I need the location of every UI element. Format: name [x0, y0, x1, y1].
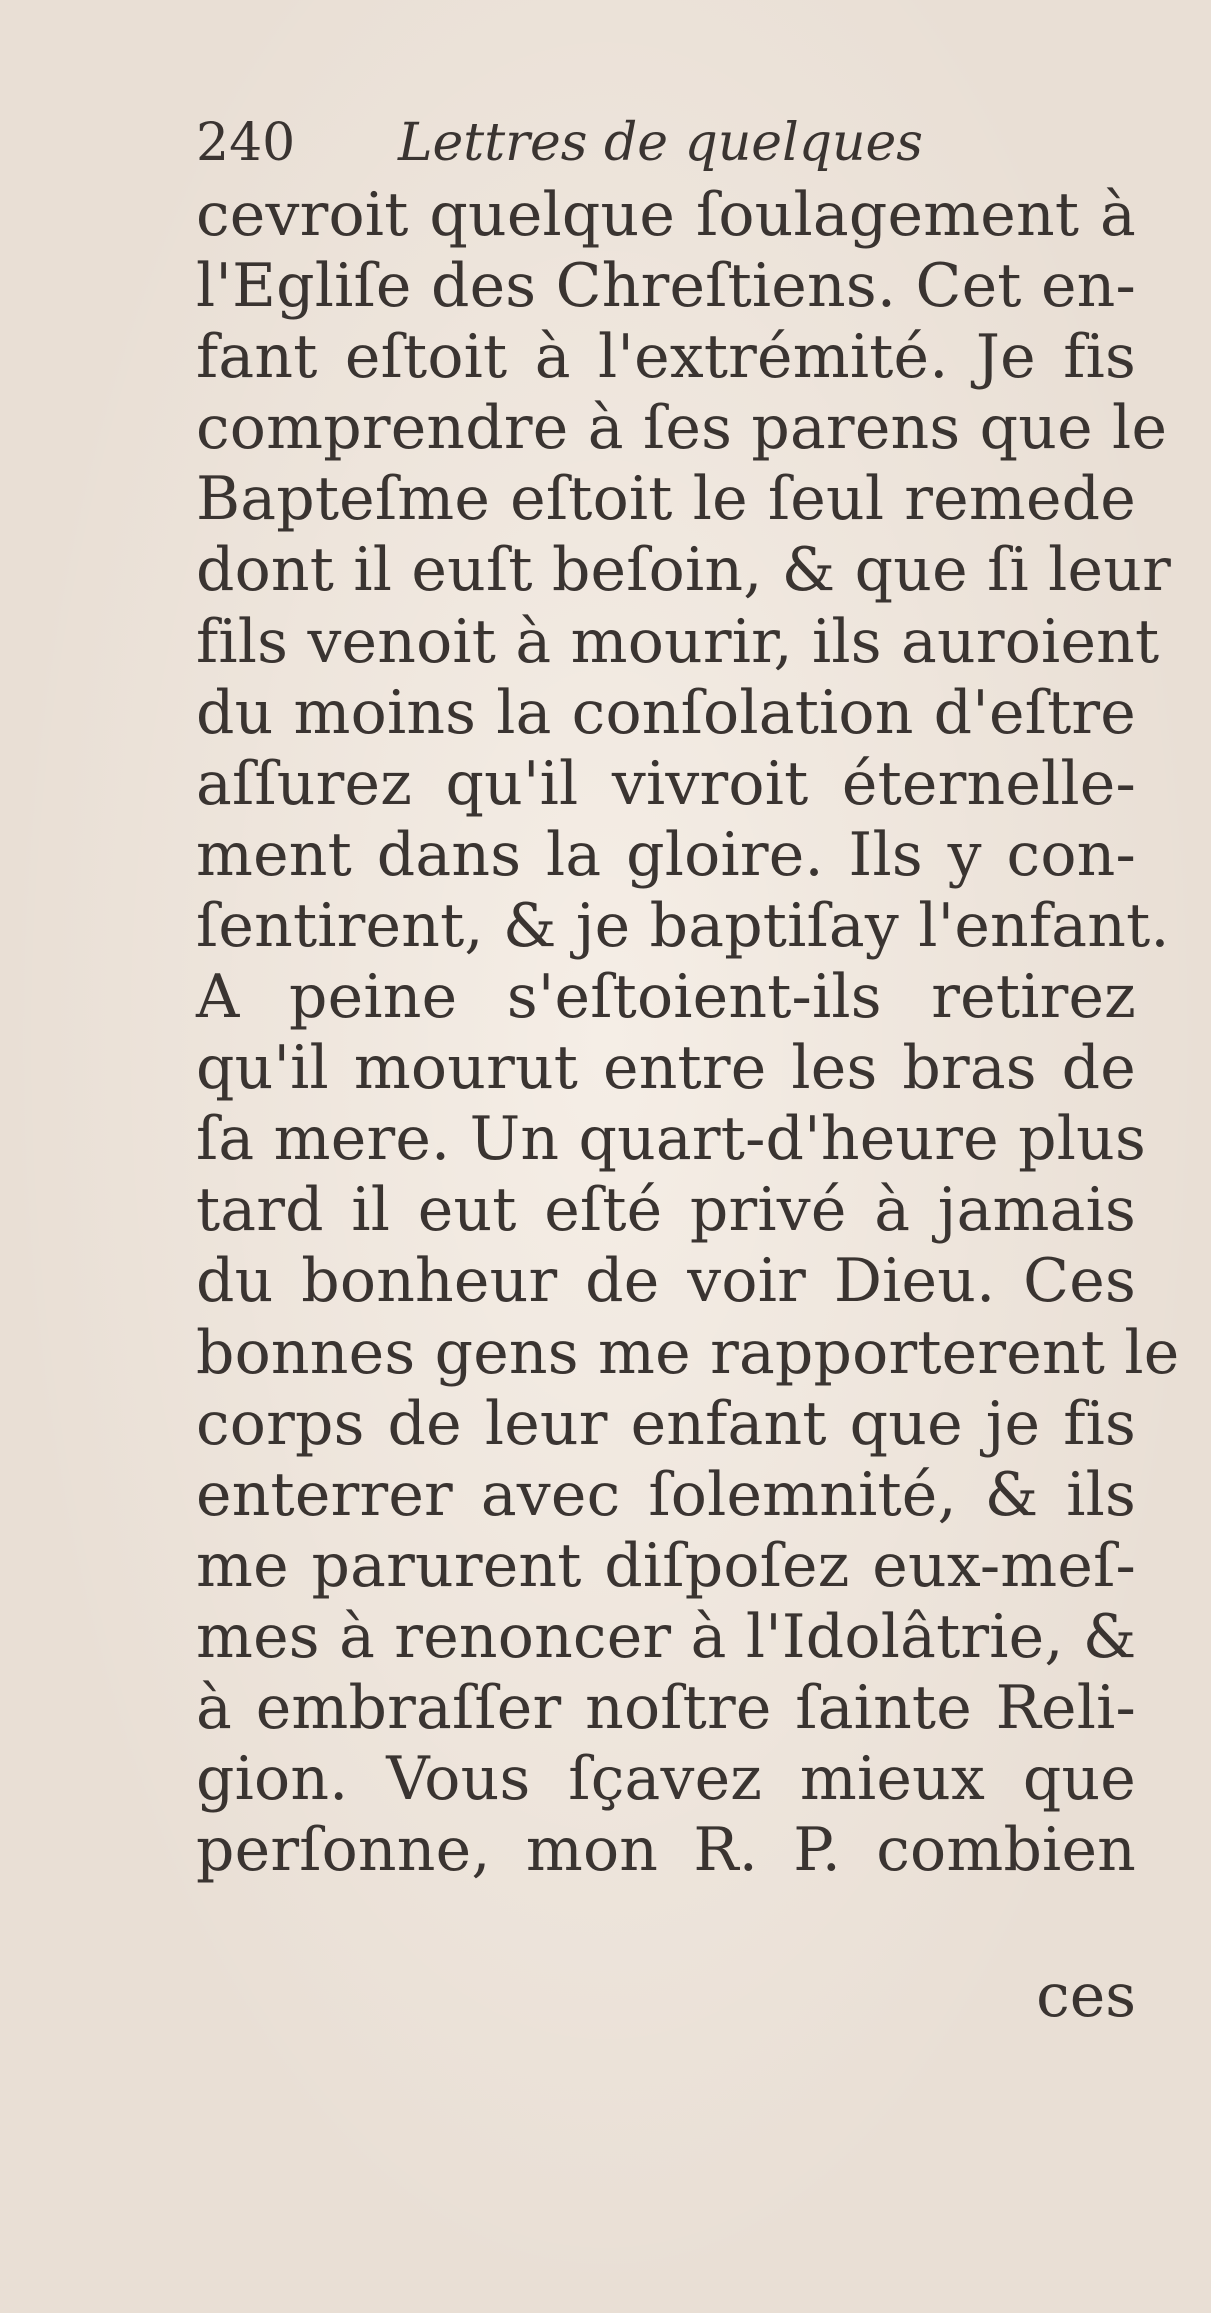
text-line: corps de leur enfant que je fis	[196, 1388, 1136, 1459]
text-line: ſa mere. Un quart-d'heure plus	[196, 1104, 1146, 1175]
text-line: qu'il mourut entre les bras de	[196, 1033, 1136, 1104]
text-line: aſſurez qu'il vivroit éternelle-	[196, 748, 1136, 819]
text-line: fant eſtoit à l'extrémité. Je fis	[196, 322, 1136, 393]
text-line: Bapteſme eſtoit le ſeul remede	[196, 464, 1136, 535]
text-line: gion. Vous ſçavez mieux que	[196, 1744, 1136, 1815]
text-line: perſonne, mon R. P. combien	[196, 1815, 1136, 1886]
text-line: à embraſſer noſtre ſainte Reli-	[196, 1672, 1136, 1743]
text-line: dont il euſt beſoin, & que ſi leur	[196, 535, 1171, 606]
text-line: A peine s'eſtoient-ils retirez	[196, 962, 1136, 1033]
text-line: me parurent diſpoſez eux-meſ-	[196, 1530, 1136, 1601]
catchword: ces	[1036, 1961, 1136, 2031]
text-line: l'Egliſe des Chreſtiens. Cet en-	[196, 251, 1136, 322]
text-line: cevroit quelque ſoulagement à	[196, 180, 1136, 250]
page-number: 240	[196, 113, 296, 173]
text-line: ſentirent, & je baptiſay l'enfant.	[196, 890, 1170, 961]
body-text	[196, 180, 1180, 1886]
text-line: mes à renoncer à l'Idolâtrie, &	[196, 1601, 1137, 1672]
text-line: tard il eut eſté privé à jamais	[196, 1175, 1136, 1246]
text-line: enterrer avec ſolemnité, & ils	[196, 1459, 1136, 1530]
text-line: du bonheur de voir Dieu. Ces	[196, 1246, 1136, 1317]
page-header	[196, 108, 1136, 178]
text-line: bonnes gens me rapporterent le	[196, 1317, 1180, 1388]
text-line: comprendre à ſes parens que le	[196, 393, 1168, 464]
running-title: Lettres de quelques	[398, 113, 923, 173]
text-line: du moins la conſolation d'eſtre	[196, 677, 1136, 748]
text-line: ment dans la gloire. Ils y con-	[196, 819, 1136, 890]
text-line: fils venoit à mourir, ils auroient	[196, 606, 1160, 677]
